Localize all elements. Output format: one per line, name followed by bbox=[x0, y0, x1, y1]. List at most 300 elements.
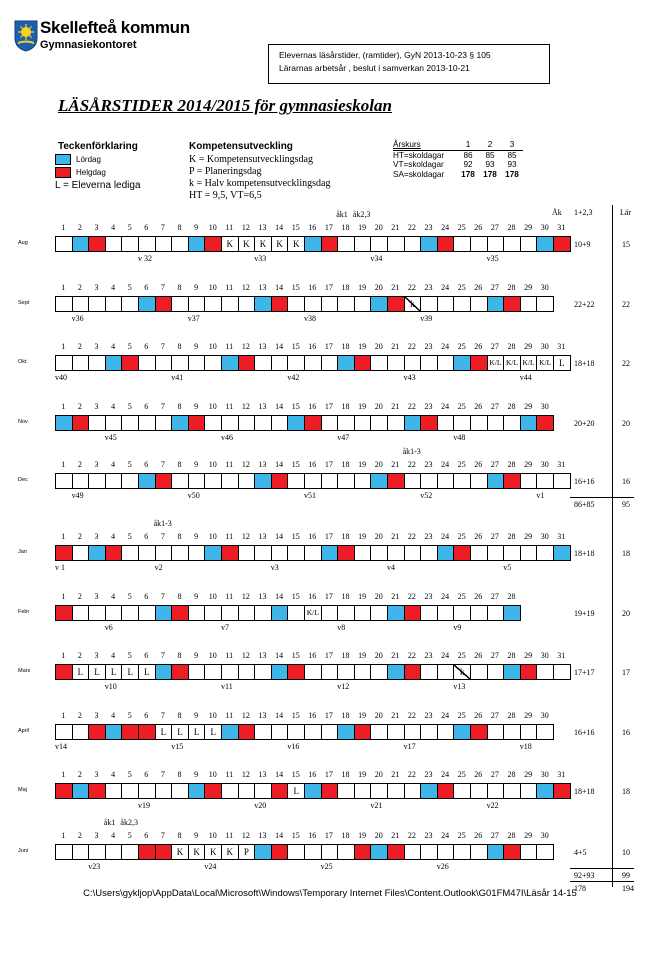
day-cell bbox=[287, 724, 305, 740]
day-cell bbox=[536, 783, 554, 799]
day-cell bbox=[287, 415, 305, 431]
day-number: 20 bbox=[374, 770, 383, 779]
holiday-swatch bbox=[55, 167, 71, 178]
day-cell bbox=[470, 545, 488, 561]
day-cell bbox=[437, 415, 455, 431]
day-cell bbox=[337, 296, 355, 312]
saturday-label: Lördag bbox=[76, 155, 101, 164]
day-cell bbox=[121, 545, 139, 561]
day-cell bbox=[453, 236, 471, 252]
day-cell bbox=[88, 296, 106, 312]
day-cell: P bbox=[238, 844, 256, 860]
day-cell bbox=[470, 844, 488, 860]
teacher-days: 18 bbox=[622, 549, 630, 558]
col-header-sum: 1+2,3 bbox=[574, 208, 593, 217]
day-cell bbox=[105, 844, 123, 860]
table-row bbox=[393, 150, 523, 161]
day-number: 14 bbox=[275, 532, 284, 541]
day-cell bbox=[487, 783, 505, 799]
day-number: 7 bbox=[160, 402, 165, 411]
day-cell bbox=[503, 415, 521, 431]
day-cell bbox=[370, 296, 388, 312]
day-cell bbox=[171, 664, 189, 680]
day-number: 28 bbox=[507, 283, 516, 292]
week-label: v 1 bbox=[55, 563, 65, 572]
day-cell bbox=[204, 664, 222, 680]
day-cell bbox=[188, 605, 206, 621]
kompetens-line: HT = 9,5, VT=6,5 bbox=[189, 190, 262, 201]
day-cell bbox=[238, 724, 256, 740]
table-cell: 92 bbox=[463, 160, 473, 169]
day-cell bbox=[287, 545, 305, 561]
dept-name: Gymnasiekontoret bbox=[40, 39, 137, 51]
day-number: 15 bbox=[291, 770, 300, 779]
week-label: v4 bbox=[387, 563, 395, 572]
table-header-cell: 2 bbox=[487, 140, 493, 149]
day-cell bbox=[487, 844, 505, 860]
day-cell bbox=[437, 783, 455, 799]
day-cell bbox=[387, 296, 405, 312]
day-cell bbox=[337, 545, 355, 561]
day-number: 25 bbox=[457, 342, 466, 351]
day-number: 29 bbox=[524, 402, 533, 411]
week-label: v22 bbox=[486, 801, 499, 810]
day-number: 22 bbox=[407, 592, 416, 601]
day-number: 9 bbox=[194, 460, 199, 469]
day-cell bbox=[88, 724, 106, 740]
day-cell bbox=[503, 844, 521, 860]
day-number: 23 bbox=[424, 283, 433, 292]
day-number: 2 bbox=[77, 831, 82, 840]
day-number: 18 bbox=[341, 711, 350, 720]
day-number: 9 bbox=[194, 223, 199, 232]
day-cell bbox=[287, 296, 305, 312]
day-number: 20 bbox=[374, 283, 383, 292]
day-cell bbox=[238, 783, 256, 799]
day-number: 5 bbox=[127, 711, 132, 720]
day-cell bbox=[487, 415, 505, 431]
day-number: 1 bbox=[61, 651, 66, 660]
day-cell bbox=[321, 844, 339, 860]
day-cell bbox=[354, 783, 372, 799]
day-cell bbox=[503, 296, 521, 312]
day-cell bbox=[304, 415, 322, 431]
day-cell bbox=[470, 355, 488, 371]
day-number: 25 bbox=[457, 460, 466, 469]
day-number: 6 bbox=[144, 223, 149, 232]
day-cell bbox=[105, 605, 123, 621]
month-days-sum: 18+18 bbox=[574, 359, 595, 368]
kompetens-heading: Kompetensutveckling bbox=[189, 141, 293, 152]
holiday-label: Helgdag bbox=[76, 168, 106, 177]
week-label: v35 bbox=[486, 254, 499, 263]
day-number: 26 bbox=[474, 592, 483, 601]
day-number: 18 bbox=[341, 532, 350, 541]
day-number: 7 bbox=[160, 711, 165, 720]
day-number: 25 bbox=[457, 831, 466, 840]
day-number: 7 bbox=[160, 592, 165, 601]
day-cell bbox=[155, 605, 173, 621]
day-cell bbox=[155, 473, 173, 489]
day-number: 1 bbox=[61, 283, 66, 292]
day-number: 12 bbox=[241, 592, 250, 601]
day-cell bbox=[437, 605, 455, 621]
week-label: v39 bbox=[420, 314, 433, 323]
day-number: 30 bbox=[540, 770, 549, 779]
day-number: 18 bbox=[341, 770, 350, 779]
day-cell bbox=[420, 236, 438, 252]
day-cell bbox=[553, 783, 571, 799]
day-number: 26 bbox=[474, 831, 483, 840]
day-cell bbox=[503, 545, 521, 561]
day-number: 16 bbox=[308, 711, 317, 720]
day-number: 19 bbox=[358, 402, 367, 411]
day-number: 24 bbox=[441, 283, 450, 292]
day-number: 13 bbox=[258, 711, 267, 720]
week-label: v33 bbox=[254, 254, 267, 263]
day-cell bbox=[221, 783, 239, 799]
day-cell bbox=[88, 605, 106, 621]
day-number: 9 bbox=[194, 831, 199, 840]
day-cell bbox=[404, 236, 422, 252]
day-cell bbox=[221, 724, 239, 740]
day-cell bbox=[72, 236, 90, 252]
day-number: 31 bbox=[557, 342, 566, 351]
week-label: v16 bbox=[287, 742, 300, 751]
week-label: v51 bbox=[304, 491, 316, 500]
day-cell bbox=[221, 473, 239, 489]
week-label: v52 bbox=[420, 491, 433, 500]
day-cell bbox=[354, 296, 372, 312]
day-number: 28 bbox=[507, 532, 516, 541]
week-label: v42 bbox=[287, 373, 300, 382]
day-number: 13 bbox=[258, 651, 267, 660]
day-number: 15 bbox=[291, 223, 300, 232]
day-number: 14 bbox=[275, 592, 284, 601]
day-cell bbox=[171, 473, 189, 489]
day-cell bbox=[304, 664, 322, 680]
day-cell bbox=[437, 545, 455, 561]
day-cell bbox=[287, 605, 305, 621]
day-number: 7 bbox=[160, 651, 165, 660]
day-number: 19 bbox=[358, 651, 367, 660]
day-cell bbox=[287, 844, 305, 860]
day-number: 22 bbox=[407, 402, 416, 411]
day-cell bbox=[437, 236, 455, 252]
teacher-days: 22 bbox=[622, 359, 630, 368]
day-cell bbox=[520, 783, 538, 799]
day-number: 3 bbox=[94, 711, 99, 720]
day-cell bbox=[453, 844, 471, 860]
day-cell bbox=[337, 415, 355, 431]
month-label: Febr bbox=[18, 609, 30, 615]
teacher-days: 10 bbox=[622, 848, 630, 857]
day-cell bbox=[88, 473, 106, 489]
day-cell bbox=[337, 783, 355, 799]
day-number: 31 bbox=[557, 770, 566, 779]
day-number: 3 bbox=[94, 592, 99, 601]
day-cell bbox=[387, 415, 405, 431]
day-cell: K bbox=[221, 236, 239, 252]
day-cell bbox=[155, 415, 173, 431]
kompetens-line: k = Halv kompetensutvecklingsdag bbox=[189, 178, 331, 189]
day-number: 5 bbox=[127, 460, 132, 469]
day-cell bbox=[470, 415, 488, 431]
day-cell bbox=[72, 605, 90, 621]
day-number: 28 bbox=[507, 223, 516, 232]
day-number: 4 bbox=[111, 592, 116, 601]
day-cell bbox=[138, 473, 156, 489]
day-cell bbox=[138, 783, 156, 799]
day-cell bbox=[354, 844, 372, 860]
day-number: 2 bbox=[77, 223, 82, 232]
week-label: v34 bbox=[370, 254, 383, 263]
month-label: Sept bbox=[18, 300, 30, 306]
day-cell bbox=[370, 355, 388, 371]
day-cell bbox=[337, 473, 355, 489]
day-number: 24 bbox=[441, 831, 450, 840]
day-number: 29 bbox=[524, 651, 533, 660]
day-number: 1 bbox=[61, 592, 66, 601]
note-line-2: Lärarnas arbetsår , beslut i samverkan 2013-10-21 bbox=[279, 63, 470, 73]
day-number: 7 bbox=[160, 770, 165, 779]
day-number: 2 bbox=[77, 283, 82, 292]
day-cell bbox=[536, 296, 554, 312]
day-cell bbox=[204, 355, 222, 371]
day-cell bbox=[88, 236, 106, 252]
week-label: v46 bbox=[221, 433, 233, 442]
kompetens-line: K = Kompetensutvecklingsdag bbox=[189, 154, 313, 165]
org-name: Skellefteå kommun bbox=[40, 18, 190, 37]
week-label: v11 bbox=[221, 682, 233, 691]
day-number: 22 bbox=[407, 460, 416, 469]
day-cell bbox=[121, 844, 139, 860]
day-number: 27 bbox=[490, 831, 499, 840]
teacher-days: 22 bbox=[622, 300, 630, 309]
day-number: 15 bbox=[291, 342, 300, 351]
day-number: 14 bbox=[275, 460, 284, 469]
day-number: 27 bbox=[490, 342, 499, 351]
day-number: 24 bbox=[441, 460, 450, 469]
table-row bbox=[393, 140, 523, 150]
week-label: v40 bbox=[55, 373, 67, 382]
day-cell bbox=[321, 415, 339, 431]
day-cell bbox=[105, 355, 123, 371]
day-cell bbox=[254, 473, 272, 489]
day-number: 8 bbox=[177, 592, 182, 601]
table-row bbox=[393, 160, 523, 170]
day-cell bbox=[437, 664, 455, 680]
day-number: 10 bbox=[208, 651, 217, 660]
day-cell bbox=[437, 355, 455, 371]
week-label: v48 bbox=[453, 433, 466, 442]
day-cell bbox=[453, 724, 471, 740]
day-number: 27 bbox=[490, 223, 499, 232]
day-cell bbox=[138, 605, 156, 621]
day-number: 27 bbox=[490, 460, 499, 469]
day-cell: L bbox=[105, 664, 123, 680]
day-cell bbox=[321, 605, 339, 621]
day-cell bbox=[387, 664, 405, 680]
week-label: v23 bbox=[88, 862, 101, 871]
day-cell: K/L bbox=[304, 605, 322, 621]
day-number: 9 bbox=[194, 283, 199, 292]
day-cell bbox=[304, 844, 322, 860]
day-cell bbox=[271, 296, 289, 312]
week-label: v49 bbox=[71, 491, 84, 500]
table-cell: VT=skoldagar bbox=[393, 160, 444, 169]
day-cell bbox=[254, 844, 272, 860]
day-cell bbox=[105, 473, 123, 489]
day-cell bbox=[72, 724, 90, 740]
teacher-days: 15 bbox=[622, 240, 630, 249]
table-cell: 85 bbox=[501, 150, 523, 161]
day-number: 22 bbox=[407, 770, 416, 779]
day-number: 4 bbox=[111, 831, 116, 840]
day-number: 4 bbox=[111, 283, 116, 292]
day-number: 21 bbox=[391, 711, 400, 720]
day-number: 25 bbox=[457, 283, 466, 292]
week-label: v3 bbox=[270, 563, 279, 572]
day-number: 18 bbox=[341, 342, 350, 351]
day-cell bbox=[138, 545, 156, 561]
year-sum: 178 bbox=[574, 884, 586, 893]
day-number: 29 bbox=[524, 770, 533, 779]
day-number: 29 bbox=[524, 831, 533, 840]
day-number: 4 bbox=[111, 770, 116, 779]
day-number: 5 bbox=[127, 402, 132, 411]
day-number: 21 bbox=[391, 402, 400, 411]
day-number: 4 bbox=[111, 651, 116, 660]
day-number: 7 bbox=[160, 283, 165, 292]
day-number: 9 bbox=[194, 402, 199, 411]
table-cell: 178 bbox=[461, 169, 475, 179]
day-cell bbox=[155, 545, 173, 561]
month-days-sum: 16+16 bbox=[574, 728, 595, 737]
kompetens-line: P = Planeringsdag bbox=[189, 166, 262, 177]
day-number: 13 bbox=[258, 592, 267, 601]
table-cell: 93 bbox=[507, 160, 517, 169]
month-label: April bbox=[18, 728, 30, 734]
day-number: 17 bbox=[324, 770, 333, 779]
day-number: 8 bbox=[177, 223, 182, 232]
week-label: v9 bbox=[453, 623, 462, 632]
sum-divider bbox=[570, 881, 634, 882]
day-number: 3 bbox=[94, 460, 99, 469]
day-cell bbox=[287, 664, 305, 680]
day-cell bbox=[171, 783, 189, 799]
day-number: 13 bbox=[258, 342, 267, 351]
day-number: 2 bbox=[77, 460, 82, 469]
week-label: v47 bbox=[337, 433, 350, 442]
day-cell bbox=[155, 783, 173, 799]
day-number: 8 bbox=[177, 651, 182, 660]
day-cell bbox=[503, 783, 521, 799]
day-number: 1 bbox=[61, 402, 66, 411]
month-days-sum: 16+16 bbox=[574, 477, 595, 486]
day-cell: K bbox=[254, 236, 272, 252]
day-cell bbox=[138, 355, 156, 371]
day-number: 3 bbox=[94, 831, 99, 840]
week-label: v21 bbox=[370, 801, 383, 810]
day-cell bbox=[171, 296, 189, 312]
day-number: 5 bbox=[127, 592, 132, 601]
day-number: 16 bbox=[308, 651, 317, 660]
day-number: 12 bbox=[241, 831, 250, 840]
day-number: 14 bbox=[275, 223, 284, 232]
day-number: 15 bbox=[291, 460, 300, 469]
col-header-ak: Åk bbox=[552, 208, 562, 217]
day-cell bbox=[221, 545, 239, 561]
day-cell bbox=[88, 844, 106, 860]
grade-start-label: åk2,3 bbox=[120, 818, 138, 827]
day-cell bbox=[304, 724, 322, 740]
day-cell bbox=[138, 236, 156, 252]
day-cell bbox=[420, 844, 438, 860]
day-cell bbox=[238, 605, 256, 621]
day-number: 16 bbox=[308, 532, 317, 541]
day-cell bbox=[553, 545, 571, 561]
table-header-cell: 1 bbox=[465, 140, 471, 149]
day-number: 9 bbox=[194, 342, 199, 351]
day-number: 13 bbox=[258, 283, 267, 292]
day-cell bbox=[121, 724, 139, 740]
day-cell bbox=[88, 355, 106, 371]
day-cell bbox=[404, 473, 422, 489]
day-number: 12 bbox=[241, 342, 250, 351]
day-cell bbox=[420, 473, 438, 489]
day-number: 14 bbox=[275, 283, 284, 292]
day-number: 2 bbox=[77, 402, 82, 411]
grade-start-label: åk1-3 bbox=[402, 447, 421, 456]
day-number: 23 bbox=[424, 402, 433, 411]
day-number: 15 bbox=[291, 532, 300, 541]
day-cell bbox=[221, 415, 239, 431]
day-number: 29 bbox=[524, 223, 533, 232]
day-cell bbox=[204, 236, 222, 252]
day-number: 15 bbox=[291, 711, 300, 720]
day-cell bbox=[387, 844, 405, 860]
day-number: 28 bbox=[507, 342, 516, 351]
day-number: 2 bbox=[77, 770, 82, 779]
day-cell bbox=[72, 783, 90, 799]
day-number: 13 bbox=[258, 460, 267, 469]
day-number: 3 bbox=[94, 402, 99, 411]
day-cell bbox=[321, 236, 339, 252]
day-cell bbox=[503, 724, 521, 740]
day-number: 10 bbox=[208, 460, 217, 469]
day-number: 26 bbox=[474, 711, 483, 720]
day-number: 20 bbox=[374, 223, 383, 232]
saturday-swatch bbox=[55, 154, 71, 165]
day-cell bbox=[105, 236, 123, 252]
day-number: 25 bbox=[457, 770, 466, 779]
day-number: 1 bbox=[61, 223, 66, 232]
day-cell bbox=[354, 545, 372, 561]
kompetens-list bbox=[189, 154, 330, 202]
day-cell bbox=[520, 545, 538, 561]
day-number: 26 bbox=[474, 770, 483, 779]
day-cell bbox=[420, 724, 438, 740]
day-cell bbox=[470, 783, 488, 799]
day-number: 24 bbox=[441, 711, 450, 720]
day-cell bbox=[503, 473, 521, 489]
day-cell bbox=[188, 783, 206, 799]
day-number: 28 bbox=[507, 592, 516, 601]
day-number: 31 bbox=[557, 651, 566, 660]
day-cell bbox=[155, 844, 173, 860]
day-number: 30 bbox=[540, 402, 549, 411]
